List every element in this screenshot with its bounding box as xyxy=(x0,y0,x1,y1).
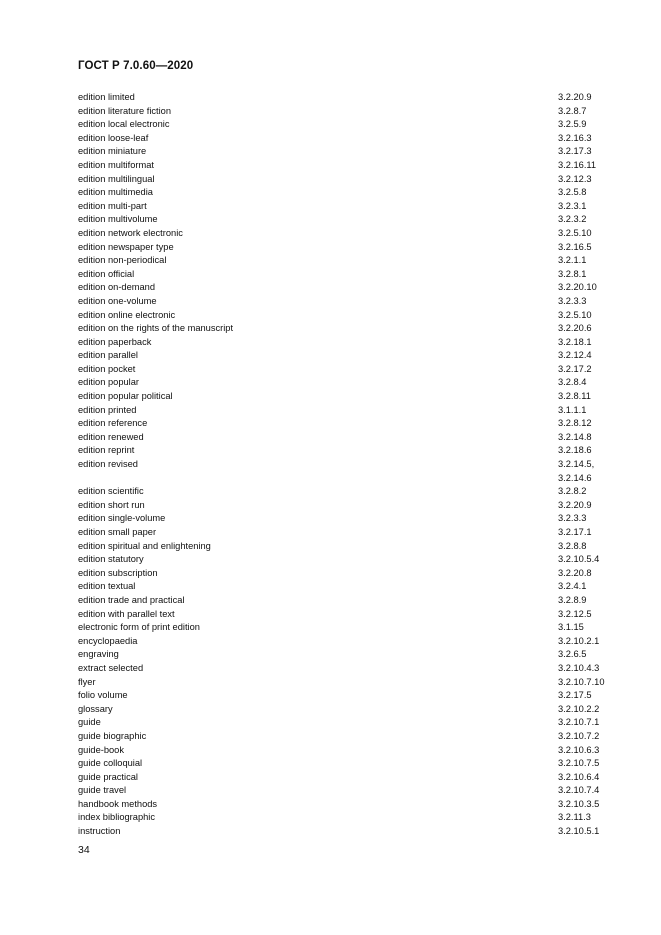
index-entry xyxy=(78,512,638,526)
index-reference: 3.2.8.4 xyxy=(558,377,587,388)
index-reference: 3.2.10.5.1 xyxy=(558,826,600,837)
index-reference: 3.2.5.9 xyxy=(558,119,587,130)
index-entry xyxy=(78,322,638,336)
index-entry xyxy=(78,499,638,513)
index-term: edition literature fiction xyxy=(78,105,172,116)
index-reference: 3.2.6.5 xyxy=(558,649,587,660)
index-entry xyxy=(78,540,638,554)
index-entry xyxy=(78,227,638,241)
index-entry xyxy=(78,798,638,812)
index-term: flyer xyxy=(78,676,96,687)
page-number: 34 xyxy=(78,844,90,856)
index-entry xyxy=(78,771,638,785)
index-reference: 3.2.14.8 xyxy=(558,431,592,442)
index-term: instruction xyxy=(78,826,121,837)
index-term: edition multivolume xyxy=(78,214,158,225)
index-reference: 3.2.11.3 xyxy=(558,812,591,823)
index-entry xyxy=(78,567,638,581)
index-entry xyxy=(78,241,638,255)
index-term: extract selected xyxy=(78,662,144,673)
index-term: edition multi-part xyxy=(78,200,147,211)
index-term: edition official xyxy=(78,268,135,279)
index-reference: 3.2.10.7.2 xyxy=(558,730,600,741)
index-entry xyxy=(78,431,638,445)
index-entry xyxy=(78,580,638,594)
index-entry xyxy=(78,648,638,662)
index-entry xyxy=(78,417,638,431)
index-entry xyxy=(78,349,638,363)
index-reference: 3.2.10.7.1 xyxy=(558,717,600,728)
index-reference: 3.2.3.2 xyxy=(558,214,587,225)
index-entry xyxy=(78,676,638,690)
index-entry xyxy=(78,594,638,608)
index-entry xyxy=(78,621,638,635)
index-entry xyxy=(78,118,638,132)
index-term: glossary xyxy=(78,703,113,714)
index-term: edition multilingual xyxy=(78,173,155,184)
index-entry xyxy=(78,458,638,485)
index-entry xyxy=(78,132,638,146)
index-term: guide colloquial xyxy=(78,758,143,769)
index-term: edition reference xyxy=(78,418,148,429)
index-reference: 3.1.15 xyxy=(558,622,584,633)
index-reference: 3.2.20.10 xyxy=(558,282,597,293)
index-reference: 3.2.10.6.3 xyxy=(558,744,600,755)
index-reference: 3.2.8.2 xyxy=(558,486,587,497)
index-term: edition pocket xyxy=(78,363,136,374)
index-entry xyxy=(78,744,638,758)
index-reference: 3.2.16.11 xyxy=(558,159,597,170)
index-reference: 3.2.8.8 xyxy=(558,540,587,551)
index-term: edition textual xyxy=(78,581,136,592)
index-reference: 3.2.17.3 xyxy=(558,146,592,157)
index-entry xyxy=(78,145,638,159)
index-reference: 3.2.20.9 xyxy=(558,92,592,102)
index-term: engraving xyxy=(78,649,119,660)
index-entry xyxy=(78,91,638,105)
index-reference: 3.2.8.7 xyxy=(558,105,587,116)
index-term: guide xyxy=(78,717,101,728)
index-reference: 3.2.10.4.3 xyxy=(558,662,600,673)
index-entry xyxy=(78,526,638,540)
index-reference: 3.2.1.1 xyxy=(558,255,587,266)
index-reference: 3.2.10.3.5 xyxy=(558,798,600,809)
index-entry xyxy=(78,200,638,214)
index-reference: 3.2.8.12 xyxy=(558,418,592,429)
index-entry xyxy=(78,281,638,295)
index-term: edition popular xyxy=(78,377,139,388)
index-term: edition miniature xyxy=(78,146,147,157)
index-entry xyxy=(78,186,638,200)
index-reference: 3.2.8.11 xyxy=(558,391,591,402)
index-entry xyxy=(78,825,638,839)
index-term: edition multimedia xyxy=(78,187,153,198)
index-reference: 3.2.5.10 xyxy=(558,309,592,320)
index-term: edition on-demand xyxy=(78,282,156,293)
index-term: electronic form of print edition xyxy=(78,622,200,633)
index-entry xyxy=(78,444,638,458)
index-term: edition reprint xyxy=(78,445,135,456)
index-term: edition short run xyxy=(78,499,145,510)
index-term: edition trade and practical xyxy=(78,594,185,605)
index-entry xyxy=(78,159,638,173)
index-entry xyxy=(78,608,638,622)
index-term: edition small paper xyxy=(78,527,157,537)
index-term: index bibliographic xyxy=(78,812,156,823)
index-reference: 3.2.3.3 xyxy=(558,513,587,524)
index-term: guide travel xyxy=(78,785,127,796)
index-reference: 3.2.20.6 xyxy=(558,323,592,334)
index-reference: 3.2.17.2 xyxy=(558,363,592,374)
index-entry xyxy=(78,295,638,309)
index-entry xyxy=(78,716,638,730)
index-term: edition one-volume xyxy=(78,295,157,306)
index-term: guide practical xyxy=(78,771,138,782)
index-entry xyxy=(78,784,638,798)
index-entry xyxy=(78,105,638,119)
index-entry xyxy=(78,485,638,499)
index-entry xyxy=(78,363,638,377)
index-entry xyxy=(78,404,638,418)
index-entry xyxy=(78,635,638,649)
index-term: edition popular political xyxy=(78,391,173,402)
index-entry xyxy=(78,703,638,717)
index-term: edition paperback xyxy=(78,336,152,347)
index-reference: 3.2.8.9 xyxy=(558,594,587,605)
index-term: encyclopaedia xyxy=(78,635,138,646)
index-reference: 3.2.3.1 xyxy=(558,200,587,211)
index-reference: 3.2.3.3 xyxy=(558,295,587,306)
index-reference: 3.2.14.5, 3.2.14.6 xyxy=(558,459,595,483)
index-reference: 3.2.20.8 xyxy=(558,567,592,578)
index-reference: 3.2.10.7.5 xyxy=(558,758,600,769)
index-reference: 3.2.18.1 xyxy=(558,336,592,347)
index-term: edition multiformat xyxy=(78,159,154,170)
index-term: edition revised xyxy=(78,459,138,470)
index-term: edition on the rights of the manuscript xyxy=(78,323,234,334)
index-reference: 3.2.17.5 xyxy=(558,690,592,701)
index-term: edition printed xyxy=(78,404,137,415)
index-entry xyxy=(78,553,638,567)
index-entry xyxy=(78,254,638,268)
index-reference: 3.2.5.10 xyxy=(558,227,592,238)
index-reference: 3.2.12.4 xyxy=(558,350,592,361)
index-reference: 3.2.4.1 xyxy=(558,581,587,592)
index-reference: 3.2.10.6.4 xyxy=(558,771,600,782)
index-term: edition limited xyxy=(78,92,135,102)
index-term: edition loose-leaf xyxy=(78,132,149,143)
page-header-title: ГОСТ Р 7.0.60—2020 xyxy=(78,60,194,72)
index-term: edition local electronic xyxy=(78,119,170,130)
index-reference: 3.2.20.9 xyxy=(558,499,592,510)
index-entry xyxy=(78,336,638,350)
index-term: edition newspaper type xyxy=(78,241,174,252)
index-reference: 3.2.10.2.2 xyxy=(558,703,600,714)
index-list xyxy=(78,91,638,839)
index-reference: 3.2.17.1 xyxy=(558,527,592,537)
index-reference: 3.2.10.7.10 xyxy=(558,676,605,687)
index-term: edition spiritual and enlightening xyxy=(78,540,211,551)
index-reference: 3.2.10.7.4 xyxy=(558,785,600,796)
index-reference: 3.2.12.5 xyxy=(558,608,592,619)
index-term: folio volume xyxy=(78,690,128,701)
index-reference: 3.2.5.8 xyxy=(558,187,587,198)
index-entry xyxy=(78,689,638,703)
index-reference: 3.1.1.1 xyxy=(558,404,587,415)
index-entry xyxy=(78,268,638,282)
index-term: edition network electronic xyxy=(78,227,183,238)
index-entry xyxy=(78,730,638,744)
index-term: edition with parallel text xyxy=(78,608,175,619)
index-term: edition parallel xyxy=(78,350,138,361)
index-term: handbook methods xyxy=(78,798,158,809)
index-term: edition renewed xyxy=(78,431,144,442)
index-term: guide biographic xyxy=(78,730,147,741)
index-entry xyxy=(78,213,638,227)
index-term: edition non-periodical xyxy=(78,255,167,266)
index-term: edition single-volume xyxy=(78,513,166,524)
index-reference: 3.2.10.2.1 xyxy=(558,635,600,646)
index-term: edition online electronic xyxy=(78,309,176,320)
index-term: edition scientific xyxy=(78,486,144,497)
index-reference: 3.2.8.1 xyxy=(558,268,587,279)
index-entry xyxy=(78,811,638,825)
index-reference: 3.2.16.3 xyxy=(558,132,592,143)
index-entry xyxy=(78,309,638,323)
index-entry xyxy=(78,757,638,771)
index-reference: 3.2.10.5.4 xyxy=(558,554,600,565)
index-entry xyxy=(78,662,638,676)
index-reference: 3.2.12.3 xyxy=(558,173,592,184)
index-entry xyxy=(78,376,638,390)
index-term: edition subscription xyxy=(78,567,158,578)
index-entry xyxy=(78,173,638,187)
index-term: guide-book xyxy=(78,744,125,755)
index-term: edition statutory xyxy=(78,554,144,565)
index-reference: 3.2.18.6 xyxy=(558,445,592,456)
index-reference: 3.2.16.5 xyxy=(558,241,592,252)
index-entry xyxy=(78,390,638,404)
